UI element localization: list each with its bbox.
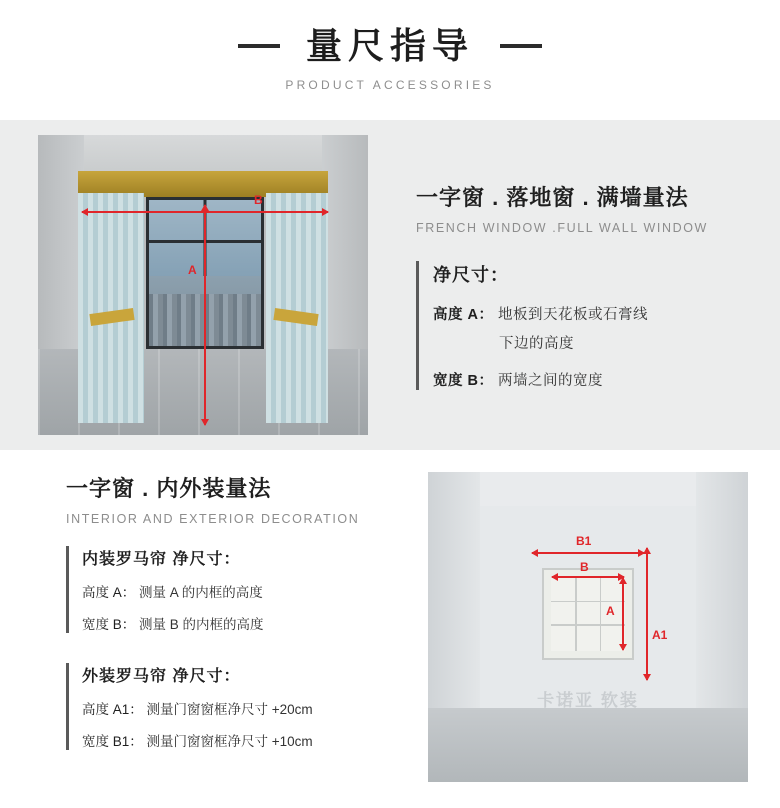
dimension-arrow-a (622, 578, 624, 650)
spec-row (499, 332, 760, 353)
spec-row (82, 698, 400, 718)
window-mullion-v (600, 577, 602, 651)
spec-label: 高度 A1： (82, 702, 143, 717)
exterior-roman-blind-block (66, 663, 400, 750)
window-mullion-h (551, 624, 625, 626)
floor (428, 708, 748, 782)
dimension-arrow-a1 (646, 548, 648, 680)
spec-value: 测量门窗窗框净尺寸 +10cm (146, 734, 313, 749)
page-subtitle: PRODUCT ACCESSORIES (285, 78, 495, 92)
watermark-logo: 卡诺亚 软装 (537, 691, 639, 710)
dimension-label-a: A (606, 604, 615, 618)
dimension-label-a1: A1 (652, 628, 668, 642)
spec-row (433, 303, 760, 324)
interior-roman-blind-block (66, 546, 400, 633)
dimension-arrow-b (552, 576, 624, 578)
dimension-label-b: B (580, 560, 589, 574)
room-photo-small-window (428, 472, 748, 782)
title-row (238, 25, 542, 66)
spec-value: 两墙之间的宽度 (498, 372, 604, 389)
section1-text (416, 181, 780, 390)
window-mullion-h (551, 601, 625, 603)
spec-value: 地板到天花板或石膏线 (498, 306, 649, 323)
dimension-arrow-a (204, 205, 206, 425)
section1-block-title: 净尺寸： (433, 264, 509, 285)
dimension-label-b: B (254, 193, 263, 207)
spec-value: 测量门窗窗框净尺寸 +20cm (146, 702, 313, 717)
dimension-label-a: A (188, 263, 197, 277)
section-full-wall-window (0, 120, 780, 450)
window-mullion-v (575, 577, 577, 651)
section2-heading-en: INTERIOR AND EXTERIOR DECORATION (66, 512, 360, 526)
spec-row (433, 369, 760, 390)
section2-heading: 一字窗 . 内外装量法 (66, 476, 272, 501)
spec-label: 宽度 B： (82, 617, 136, 632)
dimension-arrow-b1 (532, 552, 644, 554)
spec-value: 测量 B 的内框的高度 (139, 617, 264, 632)
spec-row (82, 730, 400, 750)
page-title: 量尺指导 (305, 25, 474, 66)
spec-row (82, 581, 400, 601)
ceiling (38, 135, 368, 175)
spec-value: 下边的高度 (499, 335, 574, 352)
spec-value: 测量 A 的内框的高度 (139, 585, 263, 600)
spec-label: 宽度 B1： (82, 734, 143, 749)
section1-net-size-block (416, 261, 760, 390)
exterior-block-title: 外装罗马帘 净尺寸： (82, 668, 241, 685)
spec-label: 高度 A： (82, 585, 136, 600)
spec-row (82, 613, 400, 633)
spec-label: 宽度 B： (433, 372, 494, 389)
section1-heading: 一字窗 . 落地窗 . 满墙量法 (416, 184, 689, 210)
interior-block-title: 内装罗马帘 净尺寸： (82, 551, 241, 568)
dash-right-decoration (500, 44, 542, 48)
room-photo-french-window (38, 135, 368, 435)
section2-text (0, 472, 400, 750)
section-interior-exterior (0, 450, 780, 772)
section1-heading-en: FRENCH WINDOW .FULL WALL WINDOW (416, 220, 708, 235)
dash-left-decoration (238, 44, 280, 48)
spec-label: 高度 A： (433, 306, 494, 323)
dimension-label-b1: B1 (576, 534, 592, 548)
curtain-left (78, 193, 144, 423)
page-header (0, 0, 780, 120)
